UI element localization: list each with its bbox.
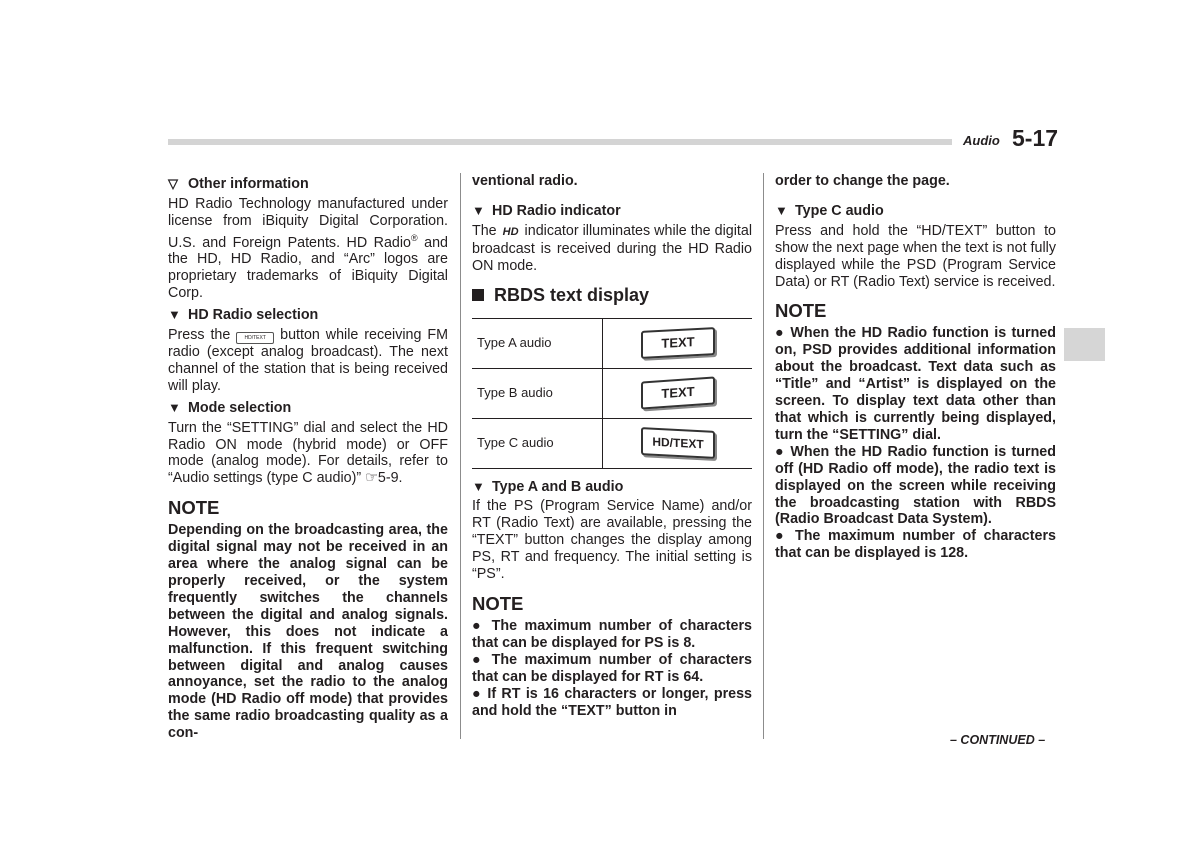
rbds-table: [472, 318, 752, 469]
type-ab-heading: ▼ Type A and B audio: [472, 478, 624, 495]
table-row: [472, 418, 752, 468]
column-divider-1: [460, 173, 461, 739]
page-number: 5-17: [1012, 125, 1059, 151]
square-bullet-icon: [472, 289, 484, 301]
header-rule: [168, 139, 952, 145]
rbds-heading: RBDS text display: [472, 285, 752, 306]
solid-triangle-icon: ▼: [168, 399, 181, 415]
column-divider-2: [763, 173, 764, 739]
type-ab-text: If the PS (Program Service Name) and/or RT (Radio Text) are available, pressing the “TEXT” button changes the display among PS, RT and frequency. The initial setting is “PS”.: [472, 498, 752, 583]
column-2: [472, 173, 752, 719]
type-c-heading: ▼ Type C audio: [775, 202, 884, 219]
continued-text: ventional radio.: [472, 173, 578, 189]
note-item: ● When the HD Radio function is turned off (HD Radio off mode), the radio text is displayed on the screen while receiving the broadcasting station with RBDS (Radio Broadcast Data System).: [775, 443, 1056, 528]
table-cell-label: Type C audio: [472, 418, 603, 468]
note-item: ● The maximum number of characters that can be displayed is 128.: [775, 528, 1056, 562]
chapter-tab: [1064, 328, 1105, 361]
note-text: Depending on the broadcasting area, the digital signal may not be received in an area where the analog signal can be properly received, or the system frequently switches the channels between the digital and analog signals. However, this does not indicate a malfunction. If this frequent switching between digital and analog causes annoyance, set the radio to the analog mode (HD Radio off mode) that provides the same radio broadcasting quality as a con-: [168, 522, 448, 742]
hd-selection-text: Press the HD/TEXT button while receiving FM radio (except analog broadcast). The next channel of the station that is being received will play.: [168, 327, 448, 394]
column-1: [168, 176, 448, 747]
text-button-image: TEXT: [641, 327, 715, 359]
bullet-icon: ●: [472, 617, 492, 634]
mode-selection-text: Turn the “SETTING” dial and select the HD Radio ON mode (hybrid mode) or OFF mode (analog mode). For details, refer to “Audio settings (type C audio)” ☞5-9.: [168, 419, 448, 487]
continued-footer: – CONTINUED –: [950, 733, 1046, 747]
hd-indicator-heading: ▼ HD Radio indicator: [472, 202, 621, 219]
bullet-icon: ●: [775, 443, 791, 460]
note-heading: NOTE: [472, 592, 524, 614]
note-item: ● The maximum number of characters that can be displayed for RT is 64.: [472, 651, 752, 685]
note-heading: NOTE: [775, 300, 827, 322]
solid-triangle-icon: ▼: [775, 202, 788, 218]
note-item: ● When the HD Radio function is turned on, PSD provides additional information about the broadcast. Text data such as “Title” and “Artist” is displayed on the screen. To display text data other than that which is currently being displayed, turn the “SETTING” dial.: [775, 325, 1056, 443]
other-info-text: HD Radio Technology manufactured under license from iBiquity Digital Corporation. U.S. and Foreign Patents. HD Radio® and the HD, HD Radio, and “Arc” logos are proprietary trademarks of iBiquity Digital Corp.: [168, 195, 448, 302]
hd-text-button-image: HD/TEXT: [641, 427, 715, 459]
note-item: ● If RT is 16 characters or longer, press and hold the “TEXT” button in: [472, 685, 752, 719]
column-3: [775, 173, 1056, 562]
bullet-icon: ●: [775, 325, 791, 342]
note-heading: NOTE: [168, 497, 220, 519]
text-button-image: TEXT: [641, 376, 715, 409]
note-item: ● The maximum number of characters that can be displayed for PS is 8.: [472, 617, 752, 651]
bullet-icon: ●: [472, 651, 492, 668]
table-cell-label: Type B audio: [472, 368, 603, 418]
solid-triangle-icon: ▼: [472, 478, 485, 494]
type-c-text: Press and hold the “HD/TEXT” button to show the next page when the text is not fully displayed while the PSD (Program Service Data) or RT (Radio Text) service is received.: [775, 222, 1056, 290]
table-row: [472, 368, 752, 418]
solid-triangle-icon: ▼: [168, 307, 181, 323]
hd-text-button-icon: HD/TEXT: [236, 332, 274, 344]
table-cell-label: Type A audio: [472, 318, 603, 368]
hd-indicator-icon: HD: [502, 225, 519, 238]
table-row: [472, 318, 752, 368]
bullet-icon: ●: [472, 685, 488, 702]
mode-selection-heading: ▼ Mode selection: [168, 399, 292, 416]
section-title: Audio: [963, 133, 1000, 148]
solid-triangle-icon: ▼: [472, 202, 485, 218]
open-triangle-icon: ▽: [168, 176, 178, 191]
bullet-icon: ●: [775, 528, 795, 545]
hd-indicator-text: The HD indicator illuminates while the digital broadcast is received during the HD Radio ON mode.: [472, 222, 753, 274]
other-info-heading: ▽ Other information: [168, 176, 309, 192]
hd-selection-heading: ▼ HD Radio selection: [168, 307, 319, 324]
continued-text: order to change the page.: [775, 173, 950, 189]
